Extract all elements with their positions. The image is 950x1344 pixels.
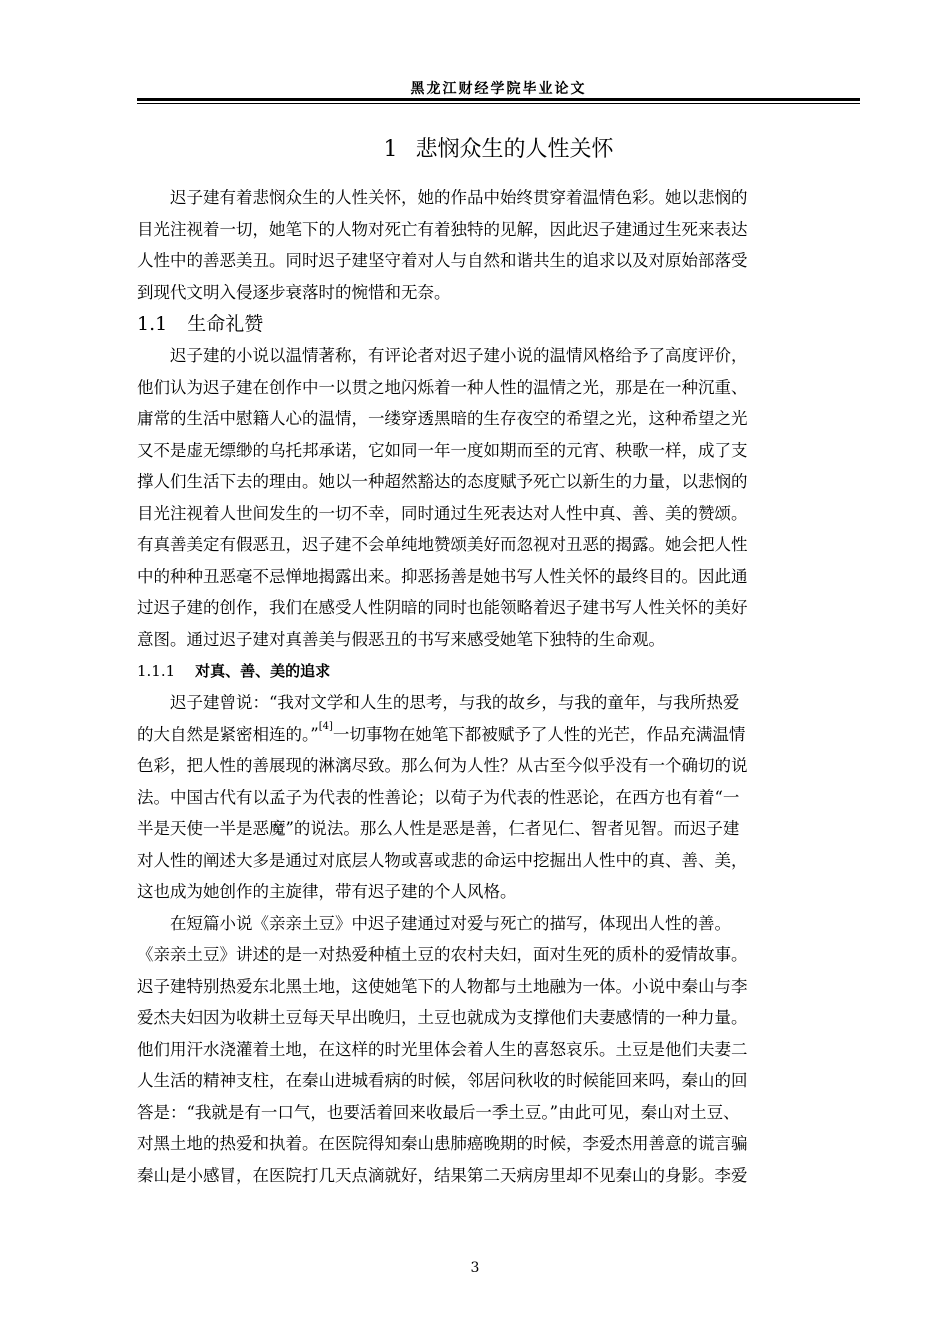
text-line: 迟子建的小说以温情著称，有评论者对迟子建小说的温情风格给予了高度评价，: [170, 346, 748, 365]
text-line: 爱杰夫妇因为收耕土豆每天早出晚归，土豆也就成为支撑他们夫妻感情的一种力量。: [137, 1008, 748, 1027]
text-line: 迟子建有着悲悯众生的人性关怀，她的作品中始终贯穿着温情色彩。她以悲悯的: [170, 188, 748, 207]
text-line: 半是天使一半是恶魔”的说法。那么人性是恶是善，仁者见仁、智者见智。而迟子建: [137, 819, 740, 838]
text-line: [137, 719, 860, 751]
text-line: 色彩，把人性的善展现的淋漓尽致。那么何为人性？从古至今似乎没有一个确切的说: [137, 756, 748, 775]
intro-paragraph: [137, 182, 860, 308]
text-line: 撑人们生活下去的理由。她以一种超然豁达的态度赋予死亡以新生的力量，以悲悯的: [137, 472, 748, 491]
text-line: 《亲亲土豆》讲述的是一对热爱种植土豆的农村夫妇，面对生死的质朴的爱情故事。: [137, 945, 748, 964]
chapter-title: 悲悯众生的人性关怀: [415, 137, 614, 162]
text-continuation: 一切事物在她笔下都被赋予了人性的光芒，作品充满温情: [332, 724, 746, 744]
section-paragraph: [137, 340, 860, 655]
text-line: 目光注视着人世间发生的一切不幸，同时通过生死表达对人性中真、善、美的赞颂。: [137, 503, 748, 523]
page-number: 3: [470, 1260, 480, 1276]
section-number: 1.1: [137, 313, 168, 335]
subsection-paragraph-2: [137, 908, 860, 1192]
text-line: 目光注视着一切，她笔下的人物对死亡有着独特的见解，因此迟子建通过生死来表达: [137, 219, 748, 239]
text-line: 过迟子建的创作，我们在感受人性阴暗的同时也能领略着迟子建书写人性关怀的美好: [137, 598, 748, 617]
text-line: 他们用汗水浇灌着土地，在这样的时光里体会着人生的喜怒哀乐。土豆是他们夫妻二: [137, 1039, 748, 1059]
text-line: 到现代文明入侵逐步衰落时的惋惜和无奈。: [137, 282, 451, 302]
subsection-title: 对真、善、美的追求: [195, 662, 331, 680]
text-line: 对黑土地的热爱和执着。在医院得知秦山患肺癌晚期的时候，李爱杰用善意的谎言骗: [137, 1134, 748, 1153]
section-title: 生命礼赞: [187, 313, 264, 335]
text-line: 庸常的生活中慰籍人心的温情，一缕穿透黑暗的生存夜空的希望之光，这种希望之光: [137, 409, 748, 428]
text-line: 迟子建曾说：“我对文学和人生的思考，与我的故乡，与我的童年，与我所热爱: [170, 693, 740, 712]
text-line: 有真善美定有假恶丑，迟子建不会单纯地赞颂美好而忽视对丑恶的揭露。她会把人性: [137, 535, 748, 554]
text-line: 对人性的阐述大多是通过对底层人物或喜或悲的命运中挖掘出人性中的真、善、美，: [137, 850, 748, 870]
citation-superscript: [4]: [318, 720, 333, 732]
text-line: 他们认为迟子建在创作中一以贯之地闪烁着一种人性的温情之光，那是在一种沉重、: [137, 377, 748, 397]
quote-text: 的大自然是紧密相连的。”: [137, 724, 319, 744]
text-line: 在短篇小说《亲亲土豆》中迟子建通过对爱与死亡的描写，体现出人性的善。: [170, 913, 731, 933]
subsection-paragraph-1: [137, 687, 860, 908]
text-line: 又不是虚无缥缈的乌托邦承诺，它如同一年一度如期而至的元宵、秧歌一样，成了支: [137, 440, 748, 460]
running-header: 黑龙江财经学院毕业论文: [410, 81, 587, 97]
subsection-number: 1.1.1: [137, 662, 176, 680]
text-line: 人性中的善恶美丑。同时迟子建坚守着对人与自然和谐共生的追求以及对原始部落受: [137, 251, 748, 270]
chapter-heading: [137, 130, 860, 170]
header-rule-thin: [137, 103, 860, 104]
section-heading: [137, 308, 860, 340]
header-rule-thick: [137, 98, 860, 101]
text-line: 答是：“我就是有一口气，也要活着回来收最后一季土豆。”由此可见，秦山对土豆、: [137, 1102, 740, 1122]
text-line: 秦山是小感冒，在医院打几天点滴就好，结果第二天病房里却不见秦山的身影。李爱: [137, 1165, 748, 1185]
chapter-number: 1: [383, 137, 398, 162]
text-line: 迟子建特别热爱东北黑土地，这使她笔下的人物都与土地融为一体。小说中秦山与李: [137, 976, 748, 996]
body-content: [137, 130, 860, 1191]
subsection-heading: [137, 655, 860, 687]
text-line: 这也成为她创作的主旋律，带有迟子建的个人风格。: [137, 882, 517, 901]
text-line: 人生活的精神支柱，在秦山进城看病的时候，邻居问秋收的时候能回来吗，秦山的回: [137, 1071, 748, 1090]
text-line: 意图。通过迟子建对真善美与假恶丑的书写来感受她笔下独特的生命观。: [137, 629, 665, 649]
text-line: 法。中国古代有以孟子为代表的性善论；以荀子为代表的性恶论，在西方也有着“一: [137, 787, 740, 807]
text-line: 中的种种丑恶毫不忌惮地揭露出来。抑恶扬善是她书写人性关怀的最终目的。因此通: [137, 566, 748, 586]
